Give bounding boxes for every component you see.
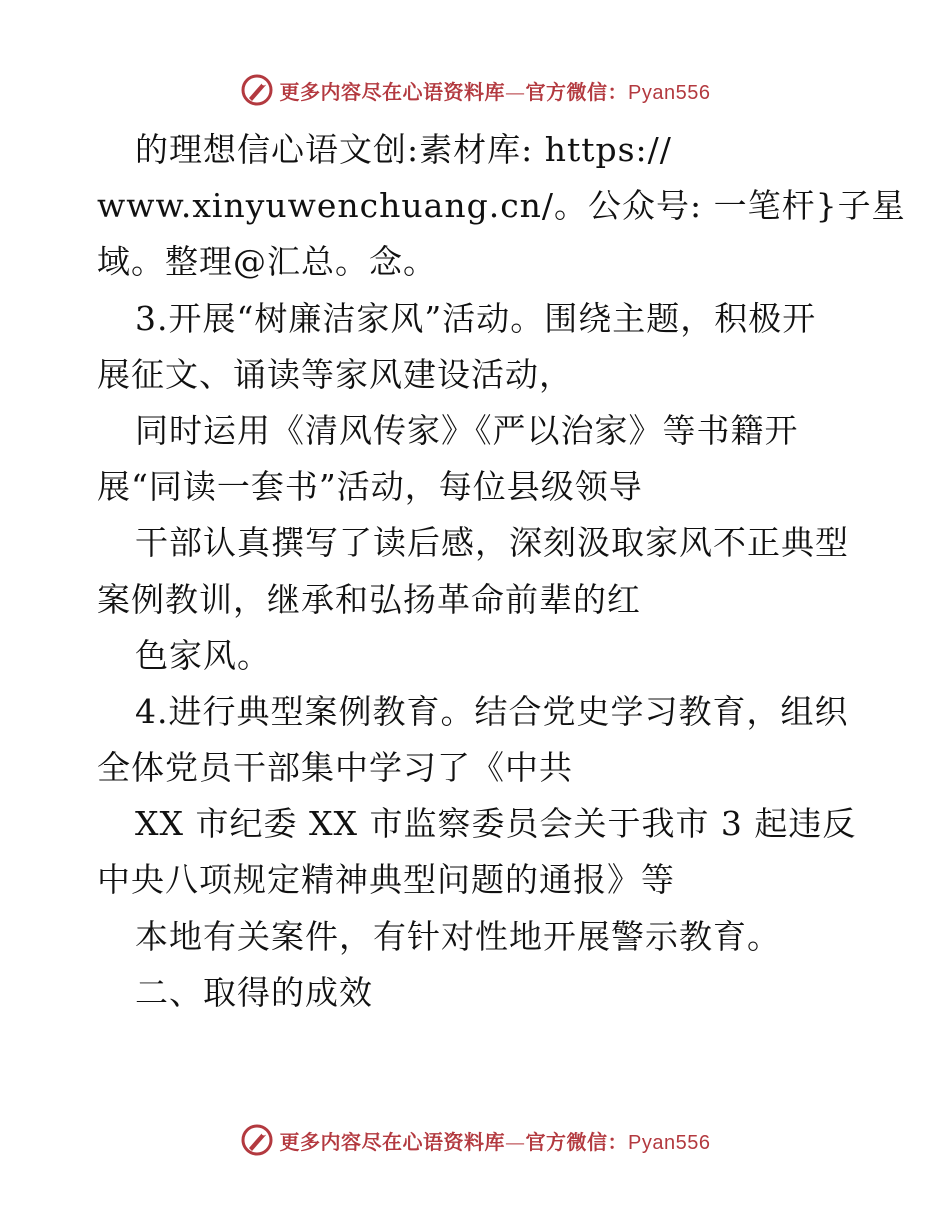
header-watermark xyxy=(0,70,950,110)
text-line: 二、取得的成效 xyxy=(135,972,373,1012)
text-line: 的理想信心语文创:素材库: https:// xyxy=(135,130,672,169)
text-line: 色家风。 xyxy=(135,635,271,675)
text-line: 中央八项规定精神典型问题的通报》等 xyxy=(97,860,675,900)
text-line: 全体党员干部集中学习了《中共 xyxy=(97,748,573,788)
watermark-main: 更多内容尽在心语资料库 xyxy=(279,1129,506,1154)
document-body xyxy=(97,122,906,1021)
watermark-wechat-id: Pyan556 xyxy=(628,1131,711,1154)
watermark-separator: — xyxy=(505,79,526,104)
text-line: 展“同读一套书”活动，每位县级领导 xyxy=(97,467,643,507)
watermark-contact: 官方微信： xyxy=(525,79,629,104)
watermark-wechat-id: Pyan556 xyxy=(628,81,711,104)
text-line: 本地有关案件，有针对性地开展警示教育。 xyxy=(135,916,781,956)
pen-logo-icon xyxy=(240,73,274,107)
text-line: 4.进行典型案例教育。结合党史学习教育，组织 xyxy=(135,691,849,731)
text-line: 域。整理@汇总。念。 xyxy=(97,242,437,282)
watermark-text xyxy=(280,1126,711,1155)
text-line: 干部认真撰写了读后感，深刻汲取家风不正典型 xyxy=(135,523,849,563)
text-line: www.xinyuwenchuang.cn/。公众号: 一笔杆}子星 xyxy=(97,186,906,226)
watermark-separator: — xyxy=(505,1129,526,1154)
text-line: 3.开展“树廉洁家风”活动。围绕主题，积极开 xyxy=(135,298,817,338)
watermark-main: 更多内容尽在心语资料库 xyxy=(279,79,506,104)
text-line: 展征文、诵读等家风建设活动， xyxy=(97,354,573,394)
footer-watermark xyxy=(0,1120,950,1160)
text-line: 案例教训，继承和弘扬革命前辈的红 xyxy=(97,579,641,619)
text-line: 同时运用《清风传家》《严以治家》等书籍开 xyxy=(135,410,799,450)
watermark-text xyxy=(280,76,711,105)
text-line: XX 市纪委 XX 市监察委员会关于我市 3 起违反 xyxy=(135,804,857,844)
pen-logo-icon xyxy=(240,1123,274,1157)
watermark-contact: 官方微信： xyxy=(525,1129,629,1154)
